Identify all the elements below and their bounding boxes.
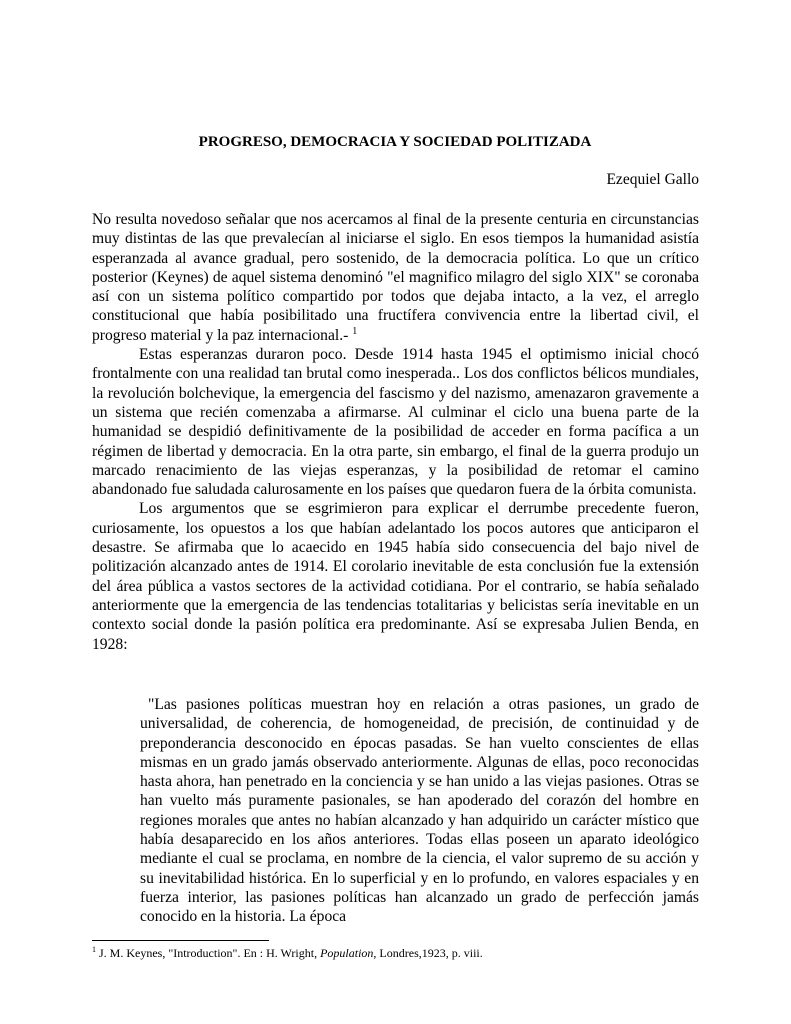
author-name: Ezequiel Gallo (606, 171, 699, 188)
paragraph-1 (92, 210, 699, 345)
document-title: PROGRESO, DEMOCRACIA Y SOCIEDAD POLITIZADA (198, 134, 592, 150)
footnote-divider (92, 940, 269, 941)
paragraph-3: Los argumentos que se esgrimieron para explicar el derrumbe precedente fueron, curiosamente, los opuestos a los que habían adelantado los pocos autores que anticiparon el desastre. Se afirmaba que lo acaecido en 1945 había sido consecuencia del bajo nivel de politización alcanzado antes de 1914. El corolario inevitable de esta conclusión fue la extensión del área pública a vastos sectores de la actividad cotidiana. Por el contrario, se había señalado anteriormente que la emergencia de las tendencias totalitarias y belicistas sería inevitable en un contexto social donde la pasión política era predominante. Así se expresaba Julien Benda, en 1928: (92, 500, 699, 653)
paragraph-2: Estas esperanzas duraron poco. Desde 1914 hasta 1945 el optimismo inicial chocó frontalmente con una realidad tan brutal como inesperada.. Los dos conflictos bélicos mundiales, la revolución bolchevique, la emergencia del fascismo y del nazismo, amenazaron gravemente a un sistema que recién comenzaba a afirmarse. Al culminar el ciclo una buena parte de la humanidad se despidió definitivamente de la posibilidad de acceder en forma pacífica a un régimen de libertad y democracia. En la otra parte, sin embargo, el final de la guerra produjo un marcado renacimiento de las viejas esperanzas, y la posibilidad de retomar el camino abandonado fue saludada calurosamente en los países que quedaron fuera de la órbita comunista. (92, 346, 699, 499)
body-text (92, 210, 699, 654)
block-quote (140, 695, 699, 927)
paragraph-1-text: No resulta novedoso señalar que nos acercamos al final de la presente centuria en circunstancias muy distintas de las que prevalecían al iniciarse el siglo. En esos tiempos la humanidad asistía esperanzada al avance gradual, pero sostenido, de la democracia política. Lo que un crítico posterior (Keynes) de aquel sistema denominó "el magnifico milagro del siglo XIX" se coronaba así con un sistema político compartido por todos que dejaba intacto, a la vez, el arreglo constitucional que había posibilitado una fructífera convivencia entre la libertad civil, el progreso material y la paz internacional.- (92, 211, 699, 344)
footnote-reference[interactable]: 1 (352, 325, 358, 337)
footnote-number: 1 (92, 945, 96, 954)
quote-text: "Las pasiones políticas muestran hoy en relación a otras pasiones, un grado de universalidad, de coherencia, de homogeneidad, de precisión, de continuidad y de preponderancia desconocido en épocas pasadas. Se han vuelto conscientes de ellas mismas en un grado jamás observado anteriormente. Algunas de ellas, poco reconocidas hasta ahora, han penetrado en la conciencia y se han unido a las viejas pasiones. Otras se han vuelto más puramente pasionales, se han apoderado del corazón del hombre en regiones morales que antes no habían alcanzado y han adquirido un carácter místico que había desaparecido en los años anteriores. Todas ellas poseen un aparato ideológico mediante el cual se proclama, en nombre de la ciencia, el valor supremo de su acción y su inevitabilidad histórica. En lo superficial y en lo profundo, en valores espaciales y en fuerza interior, las pasiones políticas han alcanzado un grado de perfección jamás conocido en la historia. La época (140, 696, 699, 926)
footnote (92, 946, 699, 960)
footnote-text-before: J. M. Keynes, "Introduction". En : H. Wright, (96, 946, 321, 960)
footnote-text-after: , Londres,1923, p. viii. (373, 946, 483, 960)
footnote-book-title: Population (320, 946, 374, 960)
